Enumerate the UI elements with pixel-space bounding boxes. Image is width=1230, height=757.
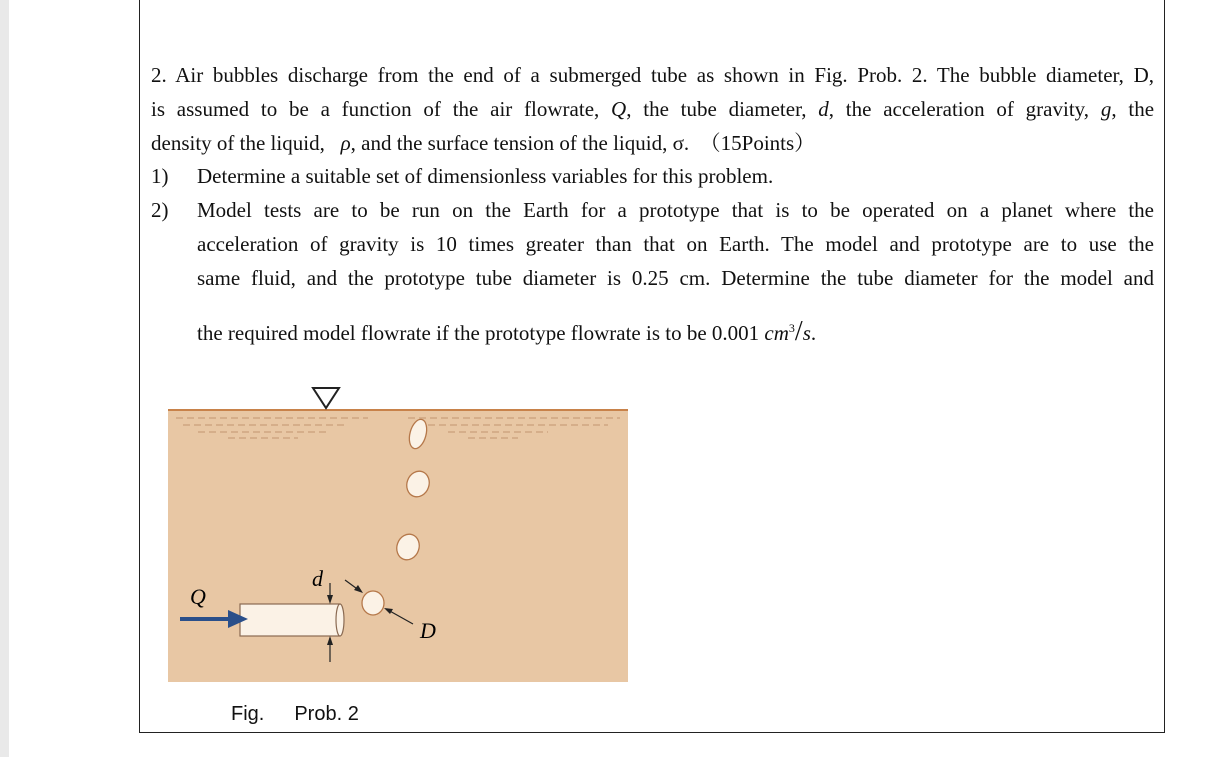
points-label: （15Points） <box>699 131 816 155</box>
submerged-tube <box>240 604 340 636</box>
left-gutter <box>0 0 9 757</box>
item-text: Determine a suitable set of dimensionless variables for this problem. <box>197 164 774 188</box>
label-Q: Q <box>190 584 206 609</box>
problem-line-3: density of the liquid, ρ, and the surface tension of the liquid, σ. （15Points） <box>151 131 816 155</box>
item2-line-3: same fluid, and the prototype tube diameter is 0.25 cm. Determine the tube diameter for the model and <box>197 266 1154 290</box>
figure-caption <box>231 703 389 726</box>
caption-fig: Fig. <box>231 703 265 725</box>
label-d: d <box>312 566 323 591</box>
problem-statement <box>151 58 1154 160</box>
item2-line-1: Model tests are to be run on the Earth for a prototype that is to be operated on a planet where the <box>197 198 1154 222</box>
label-D: D <box>420 618 436 643</box>
caption-prob: Prob. 2 <box>294 703 359 725</box>
item2-line-2: acceleration of gravity is 10 times greater than that on Earth. The model and prototype are to use the <box>197 232 1154 256</box>
item2-line-4: the required model flowrate if the prototype flowrate is to be 0.001 $cm^3/s$. <box>197 316 817 347</box>
bubble-figure <box>168 380 630 690</box>
problem-line-2: is assumed to be a function of the air flowrate, Q, the tube diameter, d, the acceleration of gravity, g, the <box>151 97 1155 121</box>
item-number: 2) <box>151 198 169 222</box>
free-surface-symbol <box>313 388 339 408</box>
item-body <box>197 193 1154 350</box>
figure-svg <box>168 380 630 685</box>
item-number: 1) <box>151 164 169 188</box>
bubble-forming <box>362 591 384 615</box>
tube-end <box>336 604 344 636</box>
problem-line-1: 2. Air bubbles discharge from the end of a submerged tube as shown in Fig. Prob. 2. The bubble diameter, D, <box>151 63 1154 87</box>
